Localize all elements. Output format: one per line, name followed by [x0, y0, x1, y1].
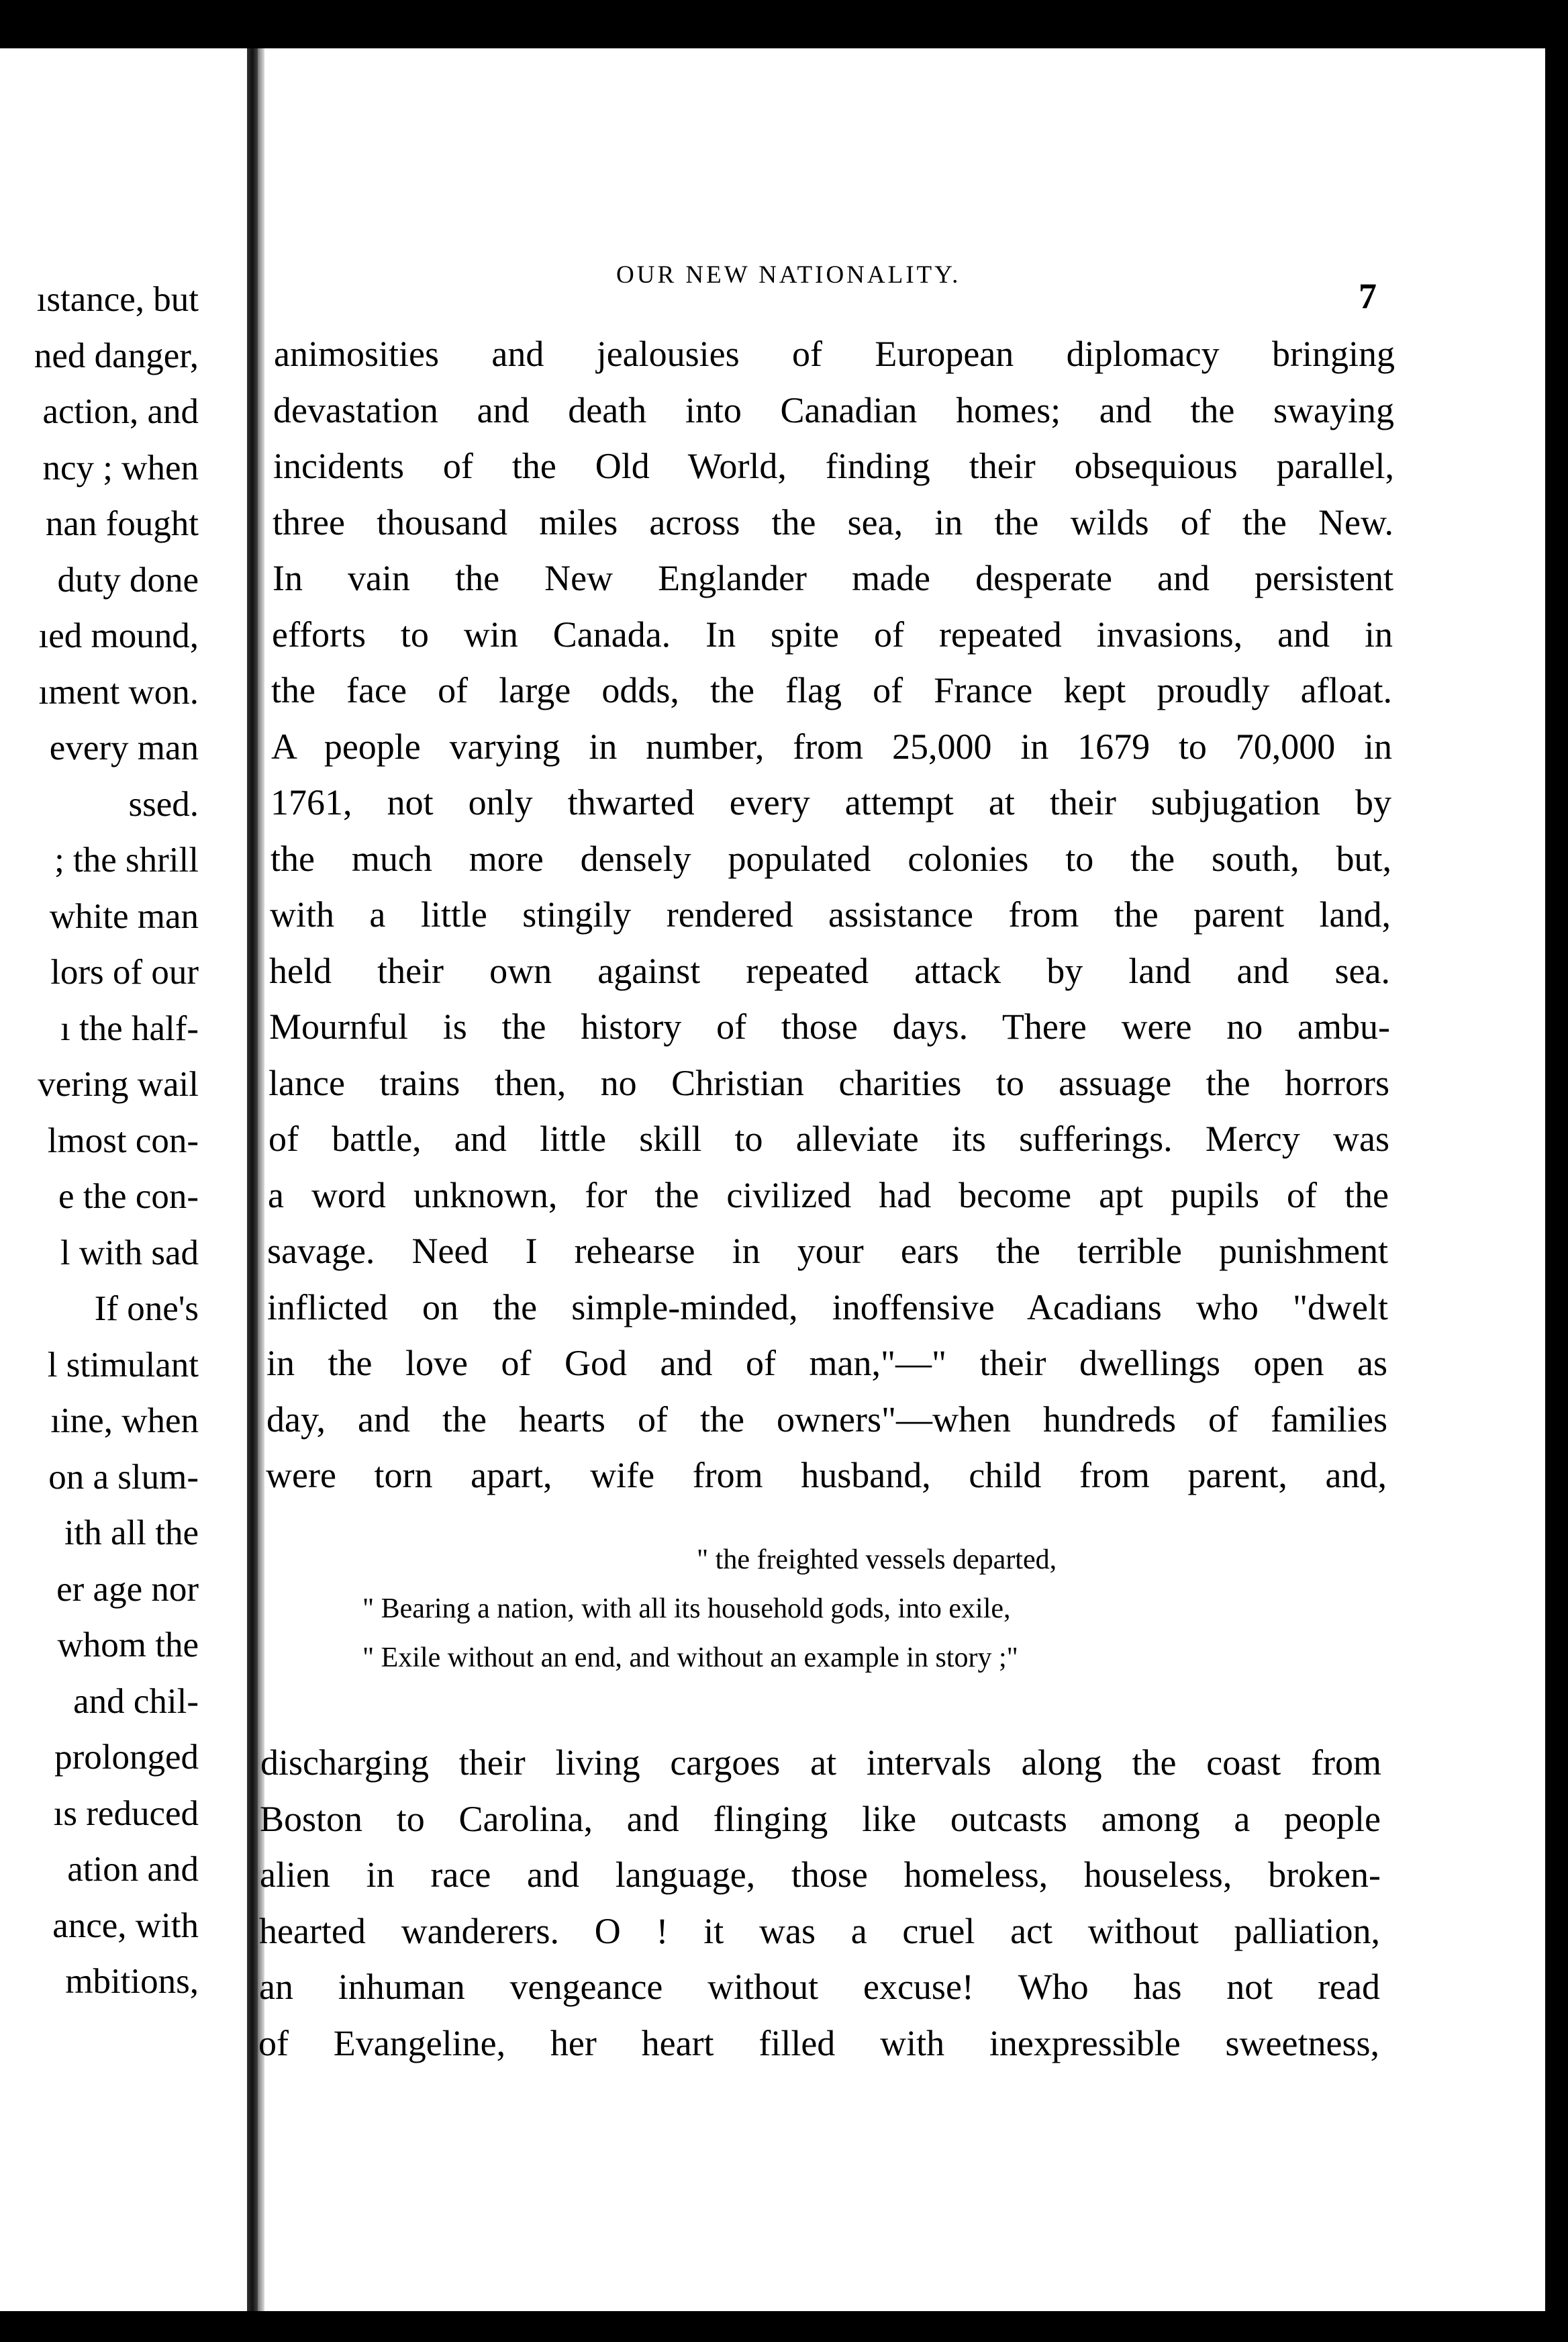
left-page-line: prolonged	[54, 1738, 199, 1777]
left-page-line: l stimulant	[47, 1345, 199, 1385]
body-text-line: three thousand miles across the sea, in the wilds of the New.	[273, 502, 1393, 543]
left-page-line: er age nor	[56, 1569, 199, 1609]
left-page-line: ıine, when	[50, 1401, 199, 1440]
left-page-line: ıment won.	[38, 672, 199, 712]
body-text-line: efforts to win Canada. In spite of repeated invasions, and in	[272, 614, 1393, 655]
left-page-line: ith all the	[64, 1513, 199, 1552]
left-page-line: l with sad	[60, 1233, 199, 1272]
body-text-line: of Evangeline, her heart filled with inexpressible sweetness,	[258, 2022, 1379, 2063]
body-text-line: alien in race and language, those homeless, houseless, broken-	[260, 1855, 1381, 1895]
left-page-line: vering wail	[38, 1065, 199, 1104]
left-page-line: every man	[49, 729, 199, 767]
left-page-line: and chil-	[73, 1681, 199, 1721]
left-page-line: ; the shrill	[54, 841, 199, 880]
body-text-line: in the love of God and of man,"—" their dwellings open as	[266, 1343, 1387, 1383]
left-page-line: ıstance, but	[36, 280, 199, 319]
left-page-line: nan fought	[45, 504, 199, 543]
left-page-line: duty done	[57, 560, 199, 600]
left-page-line: action, and	[42, 392, 199, 431]
left-page-line: e the con-	[58, 1177, 199, 1216]
scan-border-right	[1545, 0, 1568, 2342]
body-text-line: day, and the hearts of the owners"—when hundreds of families	[266, 1399, 1387, 1440]
left-page-line: lors of our	[50, 953, 199, 992]
left-page-line: ncy ; when	[42, 448, 199, 487]
body-text-line: with a little stingily rendered assistance from the parent land,	[270, 894, 1391, 935]
scan-border-top	[0, 0, 1568, 48]
body-text-line: an inhuman vengeance without excuse! Who has not read	[259, 1967, 1380, 2007]
body-text-line: savage. Need I rehearse in your ears the terrible punishment	[267, 1231, 1388, 1271]
body-text-line: 1761, not only thwarted every attempt at their subjugation by	[271, 782, 1391, 823]
left-page-line: ned danger,	[34, 336, 199, 375]
left-page-line: ıed mound,	[38, 616, 199, 655]
left-page-line: on a slum-	[48, 1457, 199, 1497]
body-text-line: the face of large odds, the flag of France kept proudly afloat.	[271, 670, 1392, 710]
body-text-line: the much more densely populated colonies to the south, but,	[271, 838, 1391, 879]
body-text-line: lance trains then, no Christian charities to assuage the horrors	[268, 1062, 1389, 1103]
body-text-line: of battle, and little skill to alleviate its sufferings. Mercy was	[268, 1119, 1389, 1159]
scan-border-bottom	[0, 2311, 1568, 2342]
left-page-line: lmost con-	[47, 1121, 199, 1160]
left-page-line: If one's	[94, 1289, 199, 1328]
left-page-line: ıs reduced	[53, 1793, 199, 1833]
body-text-line: discharging their living cargoes at intervals along the coast from	[260, 1742, 1381, 1783]
left-page-line: whom the	[57, 1626, 199, 1665]
quoted-verse-line: " Bearing a nation, with all its household gods, into exile,	[362, 1593, 1011, 1624]
left-page-line: ance, with	[52, 1906, 199, 1945]
body-text-line: a word unknown, for the civilized had become apt pupils of the	[268, 1174, 1389, 1215]
body-text-line: held their own against repeated attack by land and sea.	[269, 950, 1390, 991]
body-text-line: inflicted on the simple-minded, inoffensive Acadians who "dwelt	[267, 1286, 1388, 1327]
book-gutter	[247, 48, 258, 2311]
body-text-line: were torn apart, wife from husband, child from parent, and,	[266, 1455, 1387, 1495]
running-head: OUR NEW NATIONALITY.	[616, 261, 961, 289]
left-page-line: white man	[49, 896, 199, 936]
body-text-line: In vain the New Englander made desperate and persistent	[273, 558, 1393, 598]
right-page	[258, 48, 1545, 2311]
page-number: 7	[1359, 276, 1377, 316]
body-text-line: Boston to Carolina, and flinging like outcasts among a people	[260, 1798, 1381, 1839]
body-text-line: animosities and jealousies of European diplomacy bringing	[274, 334, 1395, 374]
quoted-verse-line: " Exile without an end, and without an example in story ;"	[362, 1642, 1018, 1673]
body-text-line: incidents of the Old World, finding their obsequious parallel,	[273, 446, 1394, 486]
left-page-fragment	[0, 48, 247, 2311]
left-page-line: mbitions,	[65, 1962, 199, 2001]
left-page-line: ı the half-	[60, 1009, 199, 1048]
body-text-line: Mournful is the history of those days. There were no ambu-	[269, 1006, 1390, 1047]
left-page-line: ation and	[67, 1850, 199, 1889]
quoted-verse-line: " the freighted vessels departed,	[697, 1544, 1057, 1575]
body-text-line: A people varying in number, from 25,000 in 1679 to 70,000 in	[271, 726, 1392, 767]
left-page-line: ssed.	[128, 784, 199, 824]
body-text-line: devastation and death into Canadian homes; and the swaying	[273, 389, 1394, 430]
body-text-line: hearted wanderers. O ! it was a cruel act without palliation,	[259, 1910, 1380, 1951]
